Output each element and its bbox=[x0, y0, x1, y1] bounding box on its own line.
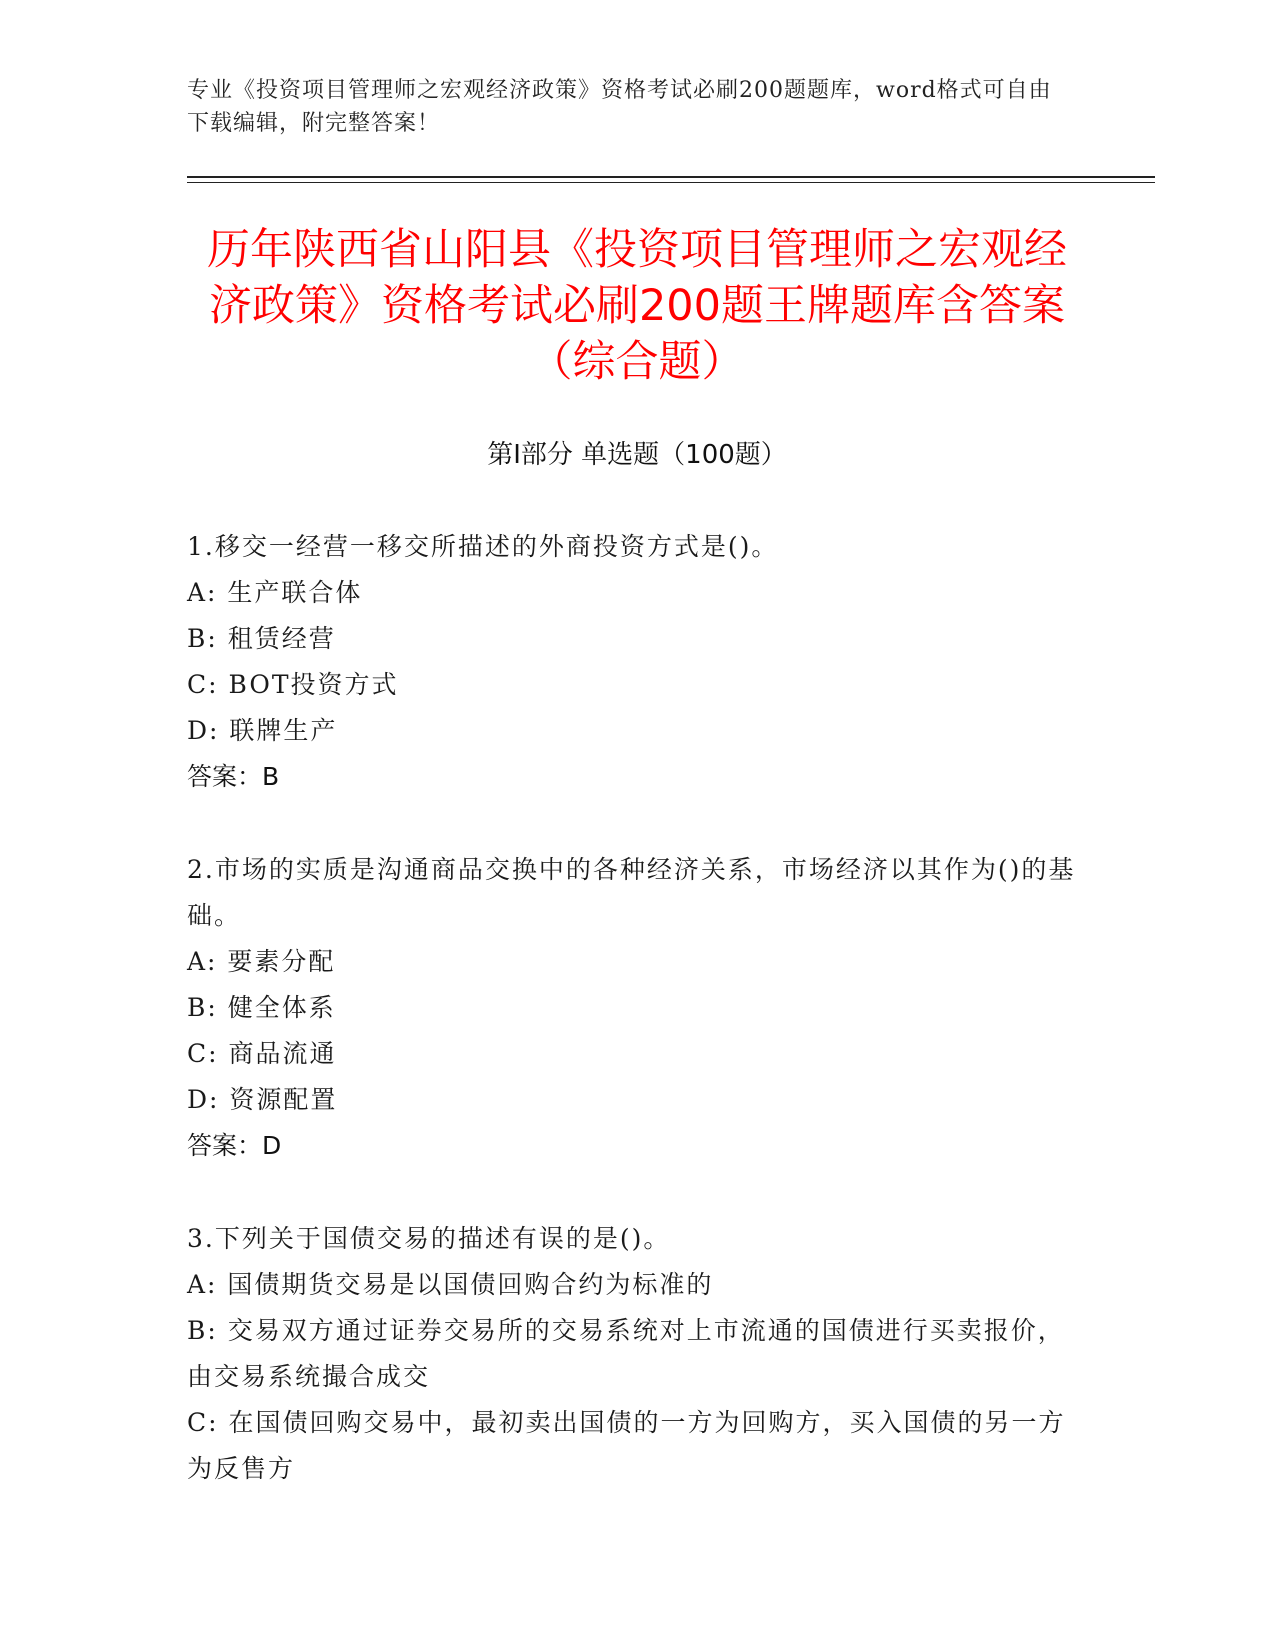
answer-line: 答案：B bbox=[187, 762, 280, 791]
header-note: 专业《投资项目管理师之宏观经济政策》资格考试必刷200题题库，word格式可自由下载编辑，附完整答案！ bbox=[187, 78, 1052, 136]
document-title: 历年陕西省山阳县《投资项目管理师之宏观经济政策》资格考试必刷200题王牌题库含答案（综合题） bbox=[207, 225, 1067, 387]
option-a: A: 国债期货交易是以国债回购合约为标准的 bbox=[187, 1270, 714, 1299]
question-3 bbox=[187, 1216, 1087, 1492]
option-b: B: 交易双方通过证券交易所的交易系统对上市流通的国债进行买卖报价，由交易系统撮合成交 bbox=[187, 1316, 1065, 1391]
answer-line: 答案：D bbox=[187, 1131, 282, 1160]
option-d: D: 联牌生产 bbox=[187, 716, 338, 745]
option-c: C: 在国债回购交易中，最初卖出国债的一方为回购方，买入国债的另一方为反售方 bbox=[187, 1408, 1066, 1483]
option-a: A: 生产联合体 bbox=[187, 578, 363, 607]
question-1 bbox=[187, 524, 1087, 800]
question-stem: 1.移交一经营一移交所描述的外商投资方式是()。 bbox=[187, 532, 779, 561]
option-a: A: 要素分配 bbox=[187, 947, 336, 976]
question-stem: 2.市场的实质是沟通商品交换中的各种经济关系，市场经济以其作为()的基础。 bbox=[187, 855, 1076, 930]
question-2 bbox=[187, 847, 1087, 1169]
option-d: D: 资源配置 bbox=[187, 1085, 338, 1114]
option-b: B: 健全体系 bbox=[187, 993, 336, 1022]
option-b: B: 租赁经营 bbox=[187, 624, 336, 653]
header-divider-thick bbox=[187, 176, 1155, 178]
question-stem: 3.下列关于国债交易的描述有误的是()。 bbox=[187, 1224, 671, 1253]
header-divider-thin bbox=[187, 182, 1155, 183]
question-list bbox=[187, 524, 1087, 1539]
option-c: C: 商品流通 bbox=[187, 1039, 337, 1068]
section-heading: 第Ⅰ部分 单选题（100题） bbox=[487, 440, 787, 470]
option-c: C: BOT投资方式 bbox=[187, 670, 399, 699]
